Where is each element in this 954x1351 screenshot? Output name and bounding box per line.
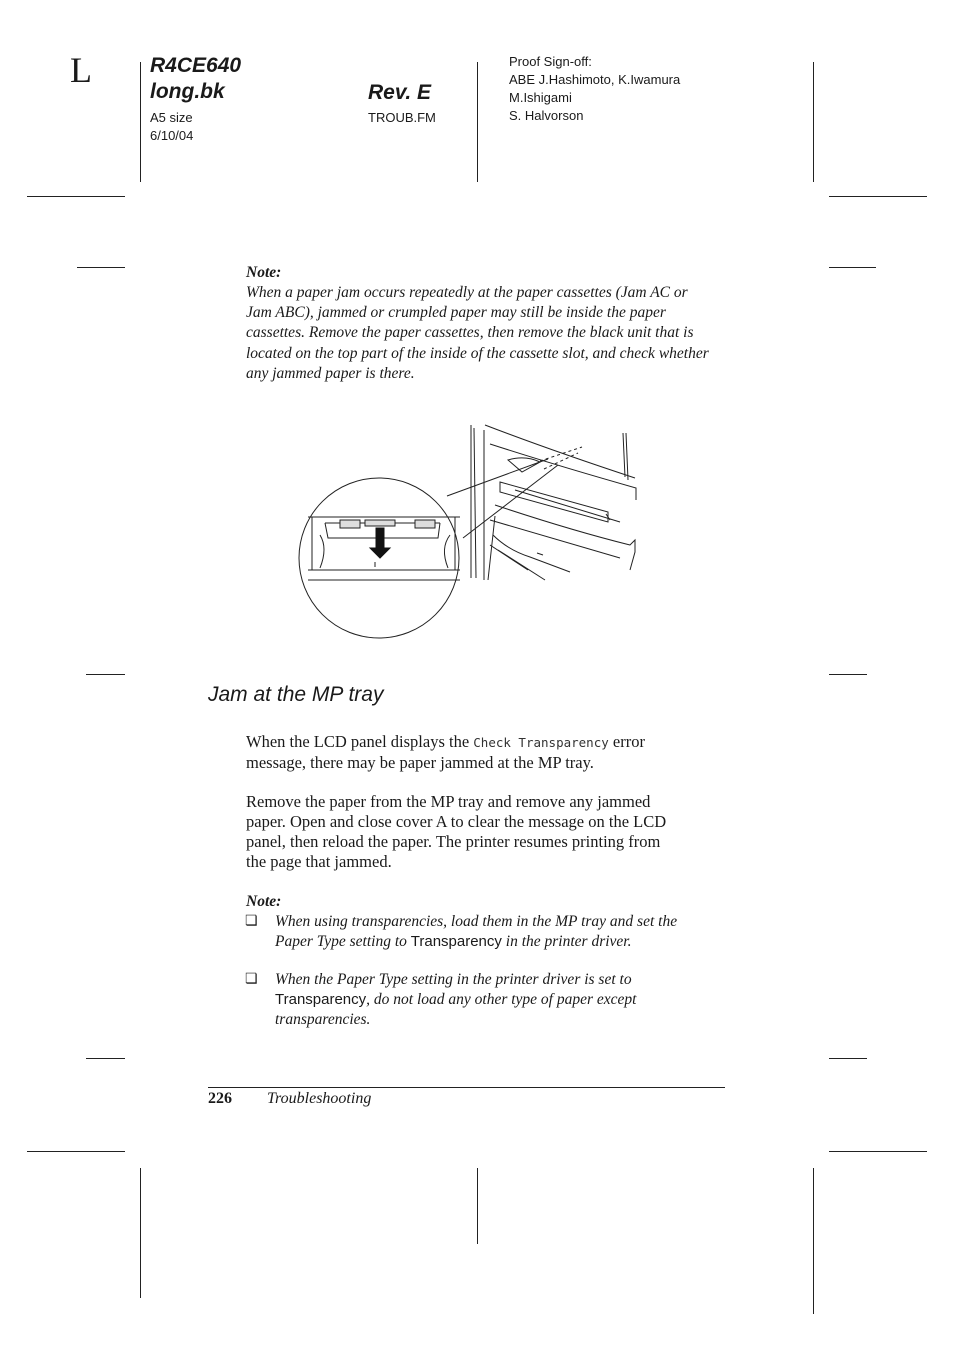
text: Paper Type setting to — [275, 933, 407, 951]
note-item — [275, 912, 677, 952]
chapter-title: Troubleshooting — [267, 1090, 372, 1107]
crop-mark — [813, 1168, 814, 1314]
crop-mark — [829, 196, 927, 197]
doc-code: R4CE640 — [150, 54, 242, 77]
crop-mark — [477, 1168, 478, 1244]
callout-line — [463, 465, 558, 538]
crop-mark — [829, 1151, 927, 1152]
text: When the LCD panel displays the — [246, 732, 470, 751]
proof-signoff — [509, 53, 680, 125]
note-line: When a paper jam occurs repeatedly at the paper cassettes (Jam AC or — [246, 284, 688, 301]
note-line: located on the top part of the inside of the cassette slot, and check whether — [246, 344, 709, 362]
note-line: any jammed paper is there. — [246, 364, 415, 382]
text: transparencies. — [275, 1011, 371, 1029]
crop-mark — [27, 196, 125, 197]
crop-mark — [86, 1058, 125, 1059]
down-arrow-icon — [370, 528, 390, 558]
crop-mark — [477, 62, 478, 182]
footer-rule — [208, 1087, 725, 1088]
page-number: 226 — [208, 1090, 232, 1107]
callout-dash — [540, 447, 582, 461]
crop-mark — [86, 674, 125, 675]
lcd-message: Check Transparency — [473, 735, 609, 750]
crop-mark — [140, 62, 141, 182]
text: When the Paper Type setting in the printer driver is set to — [275, 971, 632, 988]
file-name: TROUB.FM — [368, 110, 436, 125]
callout-line — [447, 459, 548, 496]
text: Remove the paper from the MP tray and remove any jammed — [246, 792, 651, 811]
paragraph-2 — [246, 792, 666, 872]
date: 6/10/04 — [150, 128, 194, 143]
text: message, there may be paper jammed at the MP tray. — [246, 753, 594, 772]
note-line: Jam ABC), jammed or crumpled paper may still be inside the paper — [246, 304, 666, 322]
note-heading: Note: — [246, 264, 282, 281]
paper-size: A5 size — [150, 110, 193, 125]
text: in the printer driver. — [505, 933, 632, 951]
text: error — [612, 732, 645, 751]
crop-mark — [77, 267, 125, 268]
note-heading: Note: — [246, 893, 282, 910]
corner-letter: L — [70, 50, 92, 90]
cassette-slot-illustration — [290, 420, 650, 640]
crop-mark — [829, 674, 867, 675]
printer-body — [471, 425, 636, 580]
signoff-name: S. Halvorson — [509, 108, 584, 123]
note-body — [246, 283, 746, 384]
paragraph-1 — [246, 732, 645, 773]
crop-mark — [813, 62, 814, 182]
setting-term: Transparency — [410, 933, 502, 951]
crop-mark — [140, 1168, 141, 1298]
crop-mark — [27, 1151, 125, 1152]
checkbox-icon: ❏ — [245, 972, 258, 987]
note-item — [275, 970, 636, 1031]
revision: Rev. E — [368, 81, 432, 104]
text: the page that jammed. — [246, 852, 392, 871]
text: panel, then reload the paper. The printer resumes printing from — [246, 832, 661, 851]
text: paper. Open and close cover A to clear the message on the LCD — [246, 812, 667, 831]
signoff-label: Proof Sign-off: — [509, 54, 592, 69]
signoff-name: ABE J.Hashimoto, K.Iwamura — [509, 72, 681, 87]
setting-term: Transparency — [275, 991, 367, 1009]
signoff-name: M.Ishigami — [509, 90, 572, 105]
section-title: Jam at the MP tray — [208, 683, 384, 706]
note-line: cassettes. Remove the paper cassettes, then remove the black unit that is — [246, 324, 694, 342]
crop-mark — [829, 1058, 867, 1059]
document-title — [150, 53, 241, 105]
checkbox-icon: ❏ — [245, 914, 258, 929]
text: , do not load any other type of paper except — [366, 991, 637, 1009]
book-name: long.bk — [150, 80, 225, 103]
crop-mark — [829, 267, 876, 268]
text: When using transparencies, load them in the MP tray and set the — [275, 913, 678, 930]
